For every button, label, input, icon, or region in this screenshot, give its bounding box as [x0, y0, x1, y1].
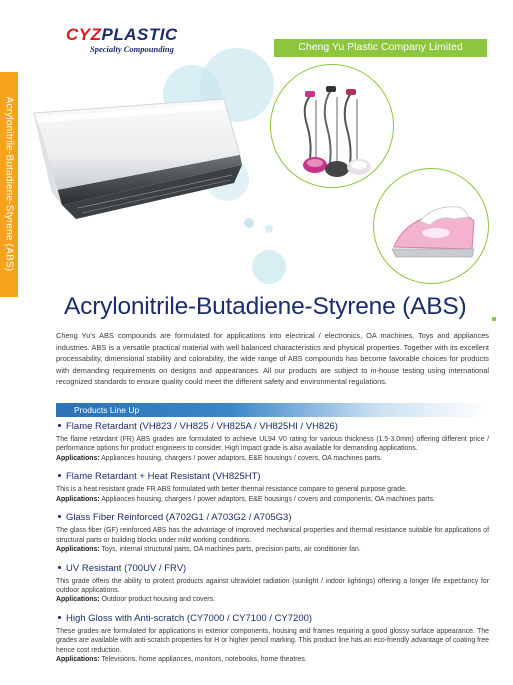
product-item: [56, 563, 489, 606]
decor-bubble: [252, 250, 286, 284]
product-heading: High Gloss with Anti-scratch (CY7000 / CY7100 / CY7200): [56, 613, 489, 625]
steam-iron-image: [373, 168, 489, 284]
product-item: [56, 471, 489, 505]
product-heading: UV Resistant (700UV / FRV): [56, 563, 489, 575]
product-description: This is a heat resistant grade FR ABS formulated with better thermal resistance compare to general purpose grade.: [56, 486, 407, 494]
intro-paragraph: Cheng Yu's ABS compounds are formulated for applications into electrical / electronics, OA machines, Toys and appliances industries. ABS is a versatile practical material with well balanced characteristics and physical properties. Together with its excellent processability, dimensional stability and colorability, the wide range of ABS compounds has become favorable choices for products with demanding requirements on designs and appearances. All our products are subject to in-house testing using international recognized standards to ensure quality could meet the different safety and environmental regulations.: [56, 331, 489, 387]
products-list: [56, 421, 489, 673]
side-label-strip: [0, 72, 18, 297]
logo-tagline: Specialty Compounding: [90, 44, 174, 54]
garment-steamer-image: [270, 64, 394, 188]
product-description: The glass fiber (GF) reinforced ABS has the advantage of improved mechanical properties and thermal resistance suitable for applications of structural parts or building blocks under mild working conditions.: [56, 527, 489, 544]
title-accent-dot: [492, 317, 496, 321]
products-section-header: [56, 403, 489, 417]
product-applications: Applications: Appliances housing, chargers / power adaptors, E&E housings / covers, OA machines parts.: [56, 454, 382, 462]
product-heading: Flame Retardant + Heat Resistant (VH825HT): [56, 471, 489, 483]
product-item: [56, 421, 489, 464]
product-description: These grades are formulated for applications in exterior components, housing and frames requiring a good glossy surface appearance. The grades are available with anti-scratch properties for H or higher pencil marking. This product line has an eco-friendly advantage of coating free hence cost reduction.: [56, 627, 489, 654]
product-item: [56, 512, 489, 555]
product-item: [56, 613, 489, 666]
product-applications: Applications: Appliances housing, chargers / power adaptors, E&E housings / covers and components, OA machines parts.: [56, 495, 435, 503]
decor-bubble: [265, 225, 273, 233]
company-name-banner: Cheng Yu Plastic Company Limited: [274, 39, 487, 56]
logo-brand-rest: PLASTIC: [101, 25, 178, 44]
banner-underline: [274, 56, 487, 57]
products-section-title: Products Line Up: [74, 405, 140, 415]
page-title: Acrylonitrile-Butadiene-Styrene (ABS): [64, 293, 467, 320]
product-heading: Flame Retardant (VH823 / VH825 / VH825A / VH825HI / VH826): [56, 421, 489, 433]
product-heading: Glass Fiber Reinforced (A702G1 / A703G2 / A705G3): [56, 512, 489, 524]
product-applications: Applications: Televisions, home appliances, monitors, notebooks, home theatres.: [56, 656, 307, 664]
side-label-text: Acrylonitrile-Butadiene-Styrene (ABS): [3, 96, 15, 272]
air-conditioner-image: [28, 95, 248, 230]
company-logo: [66, 26, 196, 56]
product-applications: Applications: Outdoor product housing and covers.: [56, 596, 215, 604]
product-description: This grade offers the ability to protect products against ultraviolet radiation (sunlight / indoor lightings) offering a longer life expectancy for outdoor applications.: [56, 577, 489, 594]
product-description: The flame retardant (FR) ABS grades are formulated to achieve UL94 V0 rating for various thickness (1.5-3.0mm) offering different price / performance options for product engineers to consider. High impact grade is also available for demanding applications.: [56, 436, 489, 453]
product-applications: Applications: Toys, internal structural parts, OA machines parts, precision parts, air conditioner fan.: [56, 546, 361, 554]
logo-brand-red: CYZ: [66, 25, 102, 44]
